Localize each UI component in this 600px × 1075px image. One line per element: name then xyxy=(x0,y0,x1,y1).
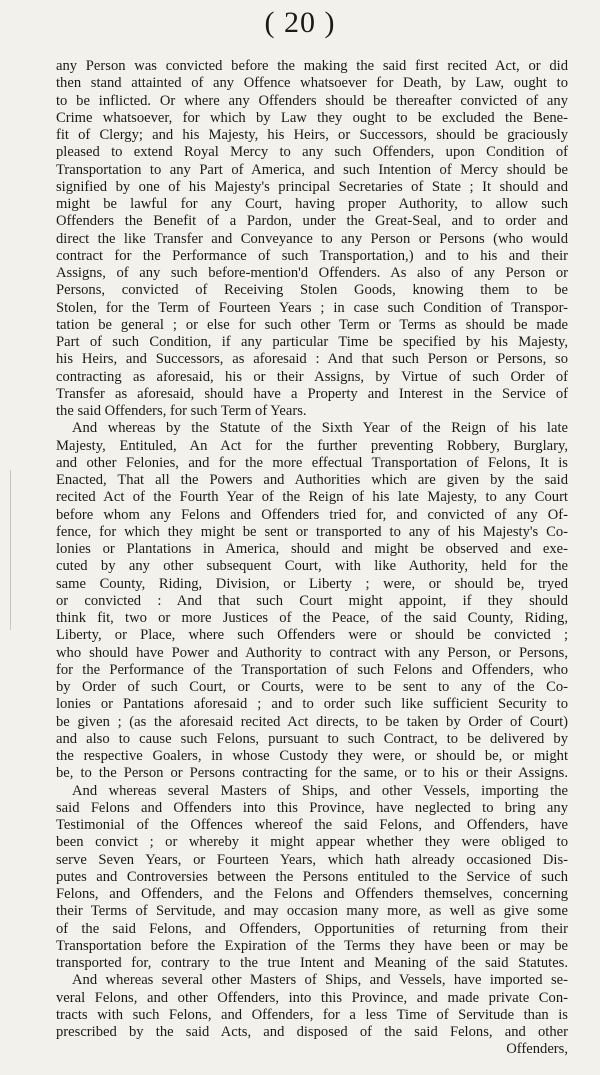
text-line: Transfer as aforesaid, should have a Property and Interest in the Service of xyxy=(56,385,568,402)
text-line: Stolen, for the Term of Fourteen Years ; in case such Condition of Transpor- xyxy=(56,299,568,316)
text-line: their Terms of Servitude, and may occasion many more, as well as give some xyxy=(56,903,568,920)
text-line: Liberty, or Place, where such Offenders were or should be convicted ; xyxy=(56,627,568,644)
text-line: prescribed by the said Acts, and disposed of the said Felons, and other xyxy=(56,1024,568,1040)
text-line: before whom any Felons and Offenders tried for, and convicted of any Of- xyxy=(56,506,568,523)
text-line: or convicted : And that such Court might appoint, if they should xyxy=(56,592,568,609)
text-line: think fit, two or more Justices of the Peace, of the said County, Riding, xyxy=(56,610,568,626)
text-line: said Felons and Offenders into this Province, have neglected to bring any xyxy=(56,799,568,816)
body-text xyxy=(56,58,568,1059)
text-line: Assigns, of any such before-mention'd Offenders. As also of any Person or xyxy=(56,265,568,281)
text-line: the respective Goalers, in whose Custody they were, or should be, or might xyxy=(56,748,568,764)
text-line: any Person was convicted before the making the said first recited Act, or did xyxy=(56,58,568,74)
text-line: be, to the Person or Persons contracting for the same, or to his or their Assigns. xyxy=(56,765,568,782)
text-line: contract for the Performance of such Transportation,) and to his and their xyxy=(56,247,568,264)
text-line: putes and Controversies between the Persons entituled to the Service of such xyxy=(56,868,568,885)
text-line: of the said Felons, and Offenders, Opportunities of returning from their xyxy=(56,920,568,937)
text-line: might be lawful for any Court, having proper Authority, to allow such xyxy=(56,196,568,212)
text-line: Crime whatsoever, for which by Law they ought to be excluded the Bene- xyxy=(56,109,568,126)
text-line: tation be general ; or else for such other Term or Terms as should be made xyxy=(56,316,568,333)
text-line: direct the like Transfer and Conveyance to any Person or Persons (who would xyxy=(56,230,568,247)
text-line: fence, for which they might be sent or transported to any of his Majesty's Co- xyxy=(56,523,568,540)
text-line: veral Felons, and other Offenders, into this Province, and made private Con- xyxy=(56,989,568,1006)
text-line: Enacted, That all the Powers and Authorities which are given by the said xyxy=(56,472,568,488)
text-line: recited Act of the Fourth Year of the Reign of his late Majesty, to any Court xyxy=(56,489,568,506)
text-line: to be inflicted. Or where any Offenders should be thereafter convicted of any xyxy=(56,92,568,109)
text-line: tracts with such Felons, and Offenders, for a less Time of Servitude than is xyxy=(56,1006,568,1023)
text-line: and other Felonies, and for the more effectual Transportation of Felons, It is xyxy=(56,454,568,471)
text-line: Persons, convicted of Receiving Stolen Goods, knowing them to be xyxy=(56,282,568,299)
gutter-rule xyxy=(10,470,11,630)
text-line: cuted by any other subsequent Court, with like Authority, held for the xyxy=(56,558,568,575)
text-line: same County, Riding, Division, or Liberty ; were, or should be, tryed xyxy=(56,575,568,592)
text-line: Transportation before the Expiration of the Terms they have been or may be xyxy=(56,937,568,954)
text-line: Transportation to any Part of America, and such Intention of Mercy should be xyxy=(56,161,568,178)
text-line: by Order of such Court, or Courts, were to be sent to any of the Co- xyxy=(56,679,568,695)
text-line: serve Seven Years, or Fourteen Years, which hath already occasioned Dis- xyxy=(56,851,568,868)
paragraph-start-line: And whereas several other Masters of Ships, and Vessels, have imported se- xyxy=(72,972,568,989)
text-line: his Heirs, and Successors, as aforesaid : And that such Person or Persons, so xyxy=(56,351,568,368)
text-line: transported for, contrary to the true Intent and Meaning of the said Statutes. xyxy=(56,955,568,971)
text-line: been convict ; or whereby it might appear whether they were obliged to xyxy=(56,834,568,851)
text-line: and also to cause such Felons, pursuant to such Contract, to be delivered by xyxy=(56,730,568,747)
text-line: pleased to extend Royal Mercy to any such Offenders, upon Condition of xyxy=(56,144,568,161)
paragraph-start-line: And whereas several Masters of Ships, and other Vessels, importing the xyxy=(72,782,568,799)
text-line: signified by one of his Majesty's principal Secretaries of State ; It should and xyxy=(56,178,568,195)
text-line: fit of Clergy; and his Majesty, his Heirs, or Successors, should be graciously xyxy=(56,127,568,143)
text-line: lonies or Pantations aforesaid ; and to order such like sufficient Security to xyxy=(56,696,568,713)
text-line: Majesty, Entituled, An Act for the further preventing Robbery, Burglary, xyxy=(56,437,568,454)
text-line: be given ; (as the aforesaid recited Act directs, to be taken by Order of Court) xyxy=(56,713,568,730)
text-line: lonies or Plantations in America, should and might be observed and exe- xyxy=(56,541,568,557)
text-line: contracting as aforesaid, his or their Assigns, by Virtue of such Order of xyxy=(56,368,568,385)
text-line: for the Performance of the Transportation of such Felons and Offenders, who xyxy=(56,661,568,678)
text-line: Part of such Condition, if any particular Time be specified by his Majesty, xyxy=(56,334,568,350)
text-line: Offenders the Benefit of a Pardon, under the Great-Seal, and to order and xyxy=(56,213,568,230)
text-line: who should have Power and Authority to contract with any Person, or Persons, xyxy=(56,644,568,661)
text-line: Testimonial of the Offences whereof the said Felons, and Offenders, have xyxy=(56,817,568,833)
paragraph-start-line: And whereas by the Statute of the Sixth Year of the Reign of his late xyxy=(72,420,568,437)
text-line: Felons, and Offenders, and the Felons and Offenders themselves, concerning xyxy=(56,886,568,902)
text-line: the said Offenders, for such Term of Years. xyxy=(56,403,307,419)
catchword: Offenders, xyxy=(506,1041,568,1058)
page-number: ( 20 ) xyxy=(264,6,336,39)
text-line: then stand attainted of any Offence whatsoever for Death, by Law, ought to xyxy=(56,75,568,92)
